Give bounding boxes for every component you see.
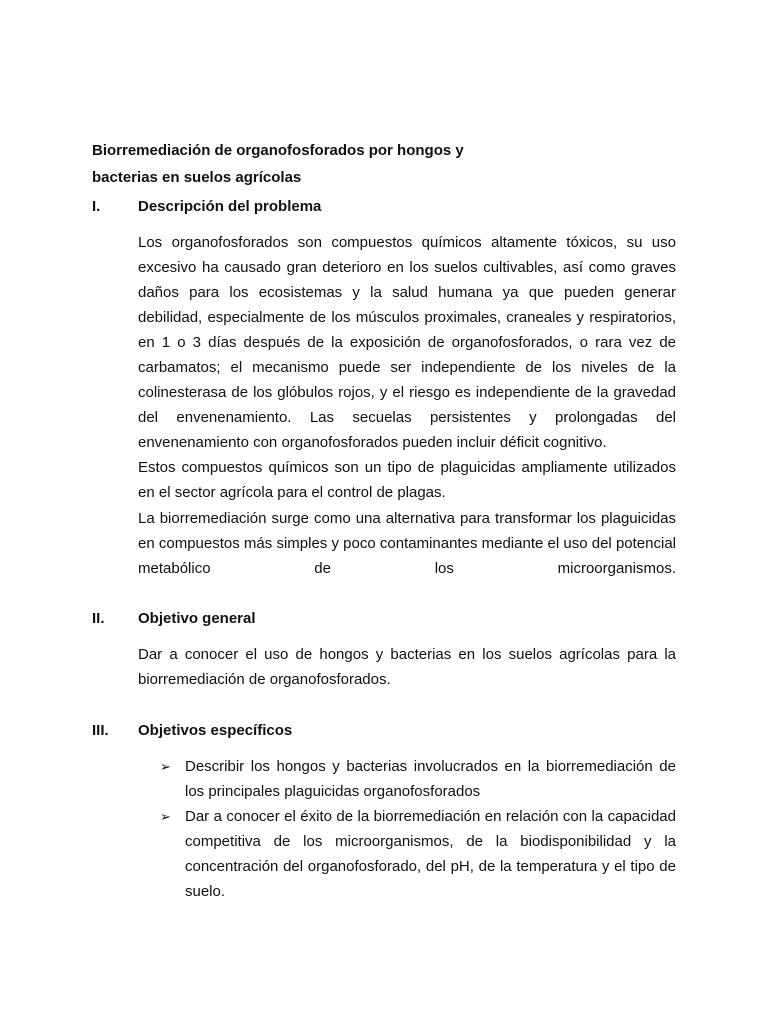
list-item: [160, 754, 676, 804]
section-1-title: Descripción del problema: [138, 198, 322, 215]
section-1-paragraph-1: Los organofosforados son compuestos químicos altamente tóxicos, su uso excesivo ha causado gran deterioro en los suelos cultivables, así como graves daños para los ecosistemas y la salud humana ya que pueden generar debilidad, especialmente de los músculos proximales, craneales y respiratorios, en 1 o 3 días después de la exposición de organofosforados, o rara vez de carbamatos; el mecanismo puede ser independiente de los niveles de la colinesterasa de los glóbulos rojos, y el riesgo es independiente de la gravedad del envenenamiento. Las secuelas persistentes y prolongadas del envenenamiento con organofosforados pueden incluir déficit cognitivo.: [138, 234, 676, 451]
list-item-text: Describir los hongos y bacterias involucrados en la biorremediación de los principales plaguicidas organofosforados: [185, 758, 676, 800]
section-2-title: Objetivo general: [138, 610, 256, 627]
section-1-paragraph-2: Estos compuestos químicos son un tipo de plaguicidas ampliamente utilizados en el sector agrícola para el control de plagas.: [138, 459, 676, 501]
arrowhead-bullet-icon: ➢: [160, 809, 171, 824]
section-3-number: III.: [92, 722, 109, 739]
section-2-number: II.: [92, 610, 105, 627]
section-2-paragraph-1: Dar a conocer el uso de hongos y bacterias en los suelos agrícolas para la biorremediación de organofosforados.: [138, 646, 676, 688]
list-item-text: Dar a conocer el éxito de la biorremediación en relación con la capacidad competitiva de los microorganismos, de la biodisponibilidad y la concentración del organofosforado, del pH, de la temperatura y el tipo de suelo.: [185, 808, 676, 900]
arrowhead-bullet-icon: ➢: [160, 759, 171, 774]
document-title-line-2: bacterias en suelos agrícolas: [92, 169, 302, 186]
section-1-paragraph-3: La biorremediación surge como una alternativa para transformar los plaguicidas en compuestos más simples y poco contaminantes mediante el uso del potencial metabólico de los microorganismos.: [138, 510, 676, 577]
specific-objectives-list: [160, 754, 676, 904]
document-title-line-1: Biorremediación de organofosforados por hongos y: [92, 142, 464, 159]
section-1-number: I.: [92, 198, 101, 215]
section-3-title: Objetivos específicos: [138, 722, 293, 739]
list-item: [160, 804, 676, 904]
